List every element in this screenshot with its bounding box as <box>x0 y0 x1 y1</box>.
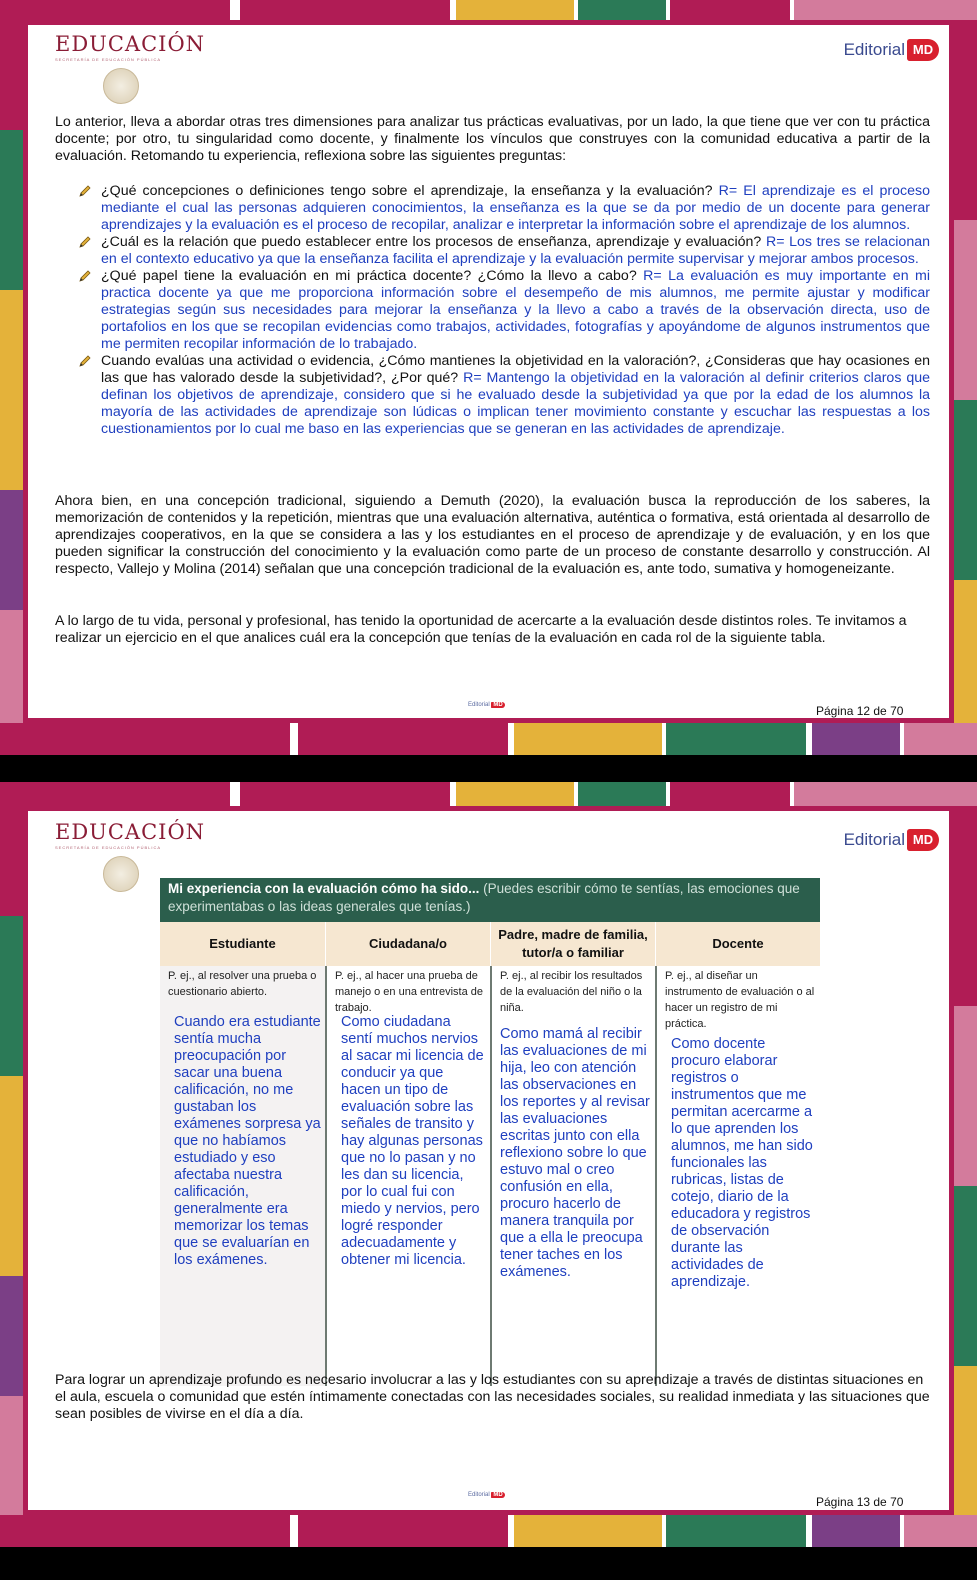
decor-stripe <box>666 1515 806 1547</box>
question-text: Cuando evalúas una actividad o evidencia, ¿Cómo mantienes la objetividad en la valoración?, ¿Consideras que hay ocasiones en las que has valorado desde la subjetividad?, ¿Por qué? <box>101 353 930 386</box>
answer-cell[interactable]: Cuando era estudiante sentía mucha preocupación por sacar una buena calificación, no me gustaban los exámenes sorpresa ya que no habíamos estudiado y eso afectaba nuestra calificación, generalmente era memorizar los temas que se evaluarían en los exámenes. <box>174 1014 321 1268</box>
decor-stripe <box>298 1515 508 1547</box>
decor-stripe <box>578 782 666 806</box>
pencil-icon <box>78 354 92 368</box>
decor-stripe <box>904 723 977 755</box>
decor-stripe <box>0 610 23 730</box>
reflection-questions <box>78 183 930 438</box>
column-header: Ciudadana/o <box>325 922 490 966</box>
answer-cell[interactable]: Como ciudadana sentí muchos nervios al sacar mi licencia de conducir ya que hacen un tipo de evaluación sobre las señales de transito y hay algunas personas que no lo pasan y no les dan su licencia, por lo cual fui con miedo y nervios, pero logré responder adecuadamente y obtener mi licencia. <box>341 1014 484 1268</box>
decor-stripe <box>954 400 977 580</box>
decor-stripe <box>794 0 977 20</box>
document-page-13 <box>0 782 977 1547</box>
document-page-12 <box>0 0 977 755</box>
pencil-icon <box>78 235 92 249</box>
pencil-icon <box>78 269 92 283</box>
md-logo-icon: MD <box>907 829 939 851</box>
sep-subtitle: SECRETARÍA DE EDUCACIÓN PÚBLICA <box>55 57 162 62</box>
decor-stripe <box>954 1186 977 1366</box>
list-item <box>78 268 930 353</box>
table-header-instructions: (Puedes escribir cómo te sentías, las emociones que experimentabas o las ideas generales que tenías.) <box>168 881 800 914</box>
decor-stripe <box>456 0 574 20</box>
editorial-logo: Editorial <box>843 830 905 849</box>
sep-seal-icon <box>103 68 139 104</box>
question-text: ¿Cuál es la relación que puedo establecer entre los procesos de enseñanza, aprendizaje y evaluación? <box>101 234 766 250</box>
column-header: Padre, madre de familia, tutor/a o familiar <box>490 922 655 966</box>
decor-stripe <box>670 782 790 806</box>
example-text: P. ej., al recibir los resultados de la evaluación del niño o la niña. <box>500 970 643 1014</box>
question-text: ¿Qué papel tiene la evaluación en mi práctica docente? ¿Cómo la llevo a cabo? <box>101 268 644 284</box>
decor-stripe <box>954 20 977 220</box>
decor-stripe <box>298 723 508 755</box>
decor-stripe <box>0 0 230 20</box>
table-columns <box>160 922 820 1386</box>
sep-subtitle: SECRETARÍA DE EDUCACIÓN PÚBLICA <box>55 845 162 850</box>
decor-stripe <box>0 20 23 130</box>
editorial-mini-logo: Editorial MD <box>468 1492 503 1498</box>
decor-stripe <box>0 782 230 806</box>
answer-cell[interactable]: Como mamá al recibir las evaluaciones de mi hija, leo con atención las observaciones en los reportes y al revisar las evaluaciones escritas junto con ella reflexiono sobre lo que estuvo mal o creo confusión en ella, procuro hacerlo de manera tranquila por que a ella le preocupa tener taches en los exámenes. <box>500 1026 650 1280</box>
decor-stripe <box>0 806 23 916</box>
decor-stripe <box>0 490 23 610</box>
decor-stripe <box>0 723 290 755</box>
page-number: Página 13 de 70 <box>816 1495 904 1509</box>
column-body <box>160 966 325 1386</box>
educacion-logo: EDUCACIÓN <box>55 820 206 844</box>
example-text: P. ej., al diseñar un instrumento de evaluación o al hacer un registro de mi práctica. <box>665 970 815 1030</box>
answer-text: R= Los tres se relacionan en el contexto educativo ya que la enseñanza facilita el aprendizaje y la evaluación permite supervisar y mejorar ambos procesos. <box>101 234 930 267</box>
md-logo-icon: MD <box>907 39 939 61</box>
decor-stripe <box>794 782 977 806</box>
closing-paragraph: Para lograr un aprendizaje profundo es necesario involucrar a las y los estudiantes con su aprendizaje a través de distintas situaciones en el aula, escuela o comunidad que estén íntimamente conectadas con las necesidades sociales, su realidad inmediata y las situaciones que sean posibles de vivirse en el día a día. <box>55 1372 930 1422</box>
column-header: Estudiante <box>160 922 325 966</box>
decor-stripe <box>0 1076 23 1276</box>
decor-stripe <box>954 580 977 730</box>
example-text: P. ej., al resolver una prueba o cuestionario abierto. <box>168 970 317 998</box>
list-item <box>78 183 930 234</box>
column-body <box>655 966 820 1386</box>
answer-text: R= La evaluación es muy importante en mi practica docente ya que me proporciona información sobre el desempeño de mis alumnos, me permite ajustar y modificar estrategias según sus necesidades para mejorar la enseñanza y la llevo a cabo a través de la observación directa, uso de portafolios en los que se recopilan evidencias como trabajos, actividades, fotografías y apoyándome de algunos instrumentos que me permiten recopilar información de lo trabajado. <box>101 268 931 352</box>
decor-stripe <box>812 1515 900 1547</box>
decor-stripe <box>904 1515 977 1547</box>
evaluation-experience-table <box>160 878 820 1386</box>
decor-stripe <box>0 1276 23 1396</box>
decor-stripe <box>0 916 23 1076</box>
example-text: P. ej., al hacer una prueba de manejo o en una entrevista de trabajo. <box>335 970 483 1014</box>
decor-stripe <box>812 723 900 755</box>
decor-stripe <box>578 0 666 20</box>
column-docente <box>655 922 820 1386</box>
answer-text: R= Mantengo la objetividad en la valoración al definir criterios claros que definan los objetivos de aprendizaje, considero que si he evaluado desde la subjetividad ya que por la edad de los alumnos la mayoría de las actividades de aprendizaje son lúdicas o implican tener movimiento constante y escuchar las respuestas a los cuestionamientos por lo cual me baso en las experiencias que se generan en las actividades de aprendizaje. <box>101 370 930 437</box>
decor-stripe <box>0 1396 23 1516</box>
page-number: Página 12 de 70 <box>816 704 904 718</box>
pencil-icon <box>78 184 92 198</box>
decor-stripe <box>954 220 977 400</box>
question-text: ¿Qué concepciones o definiciones tengo sobre el aprendizaje, la enseñanza y la evaluación? <box>101 183 719 199</box>
decor-stripe <box>514 723 662 755</box>
intro-paragraph: Lo anterior, lleva a abordar otras tres dimensiones para analizar tus prácticas evaluativas, por un lado, la que tiene que ver con tu práctica docente; por otro, tu singularidad como docente, y finalmente los vínculos que construyes con la comunidad educativa a partir de la evaluación. Retomando tu experiencia, reflexiona sobre las siguientes preguntas: <box>55 114 930 164</box>
table-header <box>160 878 820 922</box>
decor-stripe <box>240 0 450 20</box>
decor-stripe <box>666 723 806 755</box>
answer-cell[interactable]: Como docente procuro elaborar registros o instrumentos que me permitan acercarme a lo que aprenden los alumnos, me han sido funcionales las rubricas, listas de cotejo, diario de la educadora y registros de observación durante las actividades de aprendizaje. <box>671 1036 813 1290</box>
editorial-logo: Editorial <box>843 40 905 59</box>
editorial-mini-logo: Editorial MD <box>468 702 503 708</box>
decor-stripe <box>0 290 23 490</box>
table-header-title: Mi experiencia con la evaluación cómo ha sido... <box>168 881 480 896</box>
decor-stripe <box>0 130 23 290</box>
column-estudiante <box>160 922 325 1386</box>
decor-stripe <box>514 1515 662 1547</box>
decor-stripe <box>0 1515 290 1547</box>
decor-stripe <box>954 806 977 1006</box>
column-ciudadano <box>325 922 490 1386</box>
roles-paragraph: A lo largo de tu vida, personal y profesional, has tenido la oportunidad de acercarte a la evaluación desde distintos roles. Te invitamos a realizar un ejercicio en el que analices cuál era la concepción que tenías de la evaluación en cada rol de la siguiente tabla. <box>55 613 907 646</box>
demuth-paragraph: Ahora bien, en una concepción tradicional, siguiendo a Demuth (2020), la evaluación busca la reproducción de los saberes, la memorización de contenidos y la repetición, mientras que una evaluación alternativa, auténtica o formativa, está orientada al desarrollo de aprendizajes cooperativos, en la que se considera a las y los estudiantes en el proceso de aprendizaje y de evaluación, y en los que pueden significar la construcción del conocimiento y la evaluación como parte de un proceso de constante desarrollo y construcción. Al respecto, Vallejo y Molina (2014) señalan que una concepción tradicional de la evaluación es, ante todo, sumativa y homogeneizante. <box>55 493 930 577</box>
decor-stripe <box>954 1366 977 1516</box>
decor-stripe <box>670 0 790 20</box>
list-item <box>78 234 930 268</box>
column-body <box>490 966 655 1386</box>
decor-stripe <box>456 782 574 806</box>
decor-stripe <box>954 1006 977 1186</box>
educacion-logo: EDUCACIÓN <box>55 32 206 56</box>
decor-stripe <box>240 782 450 806</box>
column-body <box>325 966 490 1386</box>
list-item <box>78 353 930 438</box>
answer-text: R= El aprendizaje es el proceso mediante el cual las personas adquieren conocimientos, la enseñanza es la que se da por medio de un docente para generar aprendizajes y la evaluación es el proceso de recopilar, analizar e interpretar la información sobre el aprendizaje de los alumnos. <box>101 183 930 233</box>
column-padre-madre <box>490 922 655 1386</box>
sep-seal-icon <box>103 856 139 892</box>
column-header: Docente <box>655 922 820 966</box>
